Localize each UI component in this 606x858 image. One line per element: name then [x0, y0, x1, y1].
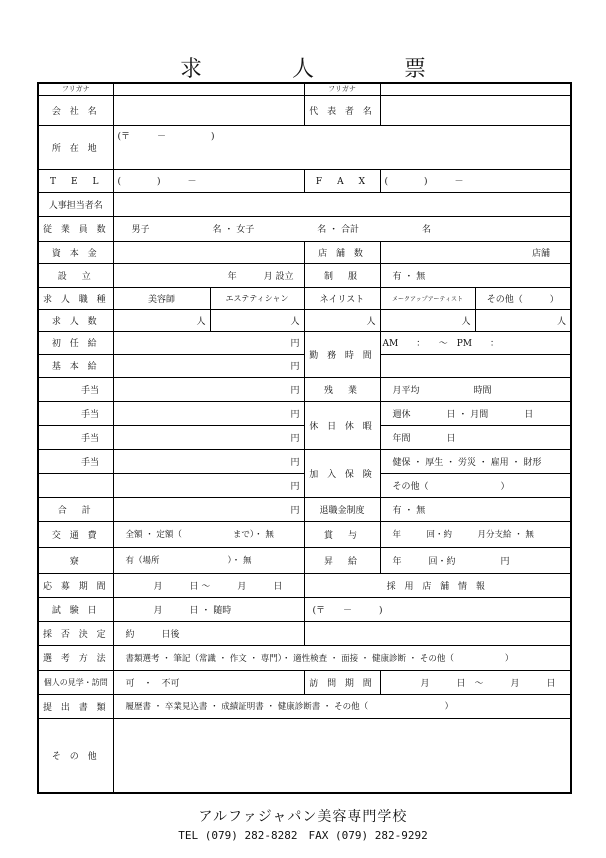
count-nailist[interactable]: 人: [304, 309, 380, 331]
work-hours-label: 勤 務 時 間: [304, 331, 380, 377]
decision-label: 採 否 決 定: [38, 621, 113, 645]
employees-field[interactable]: 男子 名 ・ 女子 名 ・ 合計 名: [113, 216, 571, 241]
period-label: 応 募 期 間: [38, 573, 113, 597]
work-hours-field[interactable]: AM ： 〜 PM ：: [380, 331, 571, 354]
founded-row: [38, 263, 571, 287]
store-info-label: 採 用 店 舗 情 報: [304, 573, 571, 597]
bonus-label: 賞 与: [304, 521, 380, 547]
allowance4-row: [38, 449, 571, 473]
decision-field[interactable]: 約 日後: [113, 621, 304, 645]
method-row: [38, 645, 571, 670]
furigana-row: [38, 83, 571, 95]
rep-furigana-field[interactable]: [380, 83, 571, 95]
uniform-field[interactable]: 有 ・ 無: [380, 263, 571, 287]
allowance2-field[interactable]: 円: [113, 401, 304, 425]
exam-label: 試 験 日: [38, 597, 113, 621]
company-furigana-field[interactable]: [113, 83, 304, 95]
total-row: [38, 497, 571, 521]
insurance-other-field[interactable]: その他（ ）: [380, 473, 571, 497]
base-field[interactable]: 円: [113, 354, 304, 377]
employees-row: [38, 216, 571, 241]
exam-field[interactable]: 月 日 ・ 随時: [113, 597, 304, 621]
tel-label: T E L: [38, 169, 113, 192]
capital-row: [38, 241, 571, 263]
allowance4-label: 手当: [38, 449, 113, 473]
fax-label: F A X: [304, 169, 380, 192]
total-label: 合 計: [38, 497, 113, 521]
store-address-field[interactable]: [304, 621, 571, 645]
holidays-annual-field[interactable]: 年間 日: [380, 425, 571, 449]
stores-label: 店 舗 数: [304, 241, 380, 263]
insurance-label: 加 入 保 険: [304, 449, 380, 497]
total-field[interactable]: 円: [113, 497, 304, 521]
hr-label: 人事担当者名: [38, 192, 113, 216]
rep-furigana-label: フリガナ: [304, 83, 380, 95]
hr-row: [38, 192, 571, 216]
store-postal-field[interactable]: (〒 － ): [304, 597, 571, 621]
dorm-label: 寮: [38, 547, 113, 573]
visit-period-field[interactable]: 月 日 〜 月 日: [380, 670, 571, 694]
allowance1-label: 手当: [38, 377, 113, 401]
overtime-field[interactable]: 月平均 時間: [380, 377, 571, 401]
count-other[interactable]: 人: [475, 309, 571, 331]
holidays-label: 休 日 休 暇: [304, 401, 380, 449]
decision-row: [38, 621, 571, 645]
form-title: 求 人 票: [179, 57, 460, 82]
capital-label: 資 本 金: [38, 241, 113, 263]
fax-field[interactable]: ( ) －: [380, 169, 571, 192]
raise-field[interactable]: 年 回・約 円: [380, 547, 571, 573]
holidays-weekly-field[interactable]: 週休 日 ・ 月間 日: [380, 401, 571, 425]
exam-row: [38, 597, 571, 621]
stores-field[interactable]: 店舗: [380, 241, 571, 263]
tel-field[interactable]: ( ) －: [113, 169, 304, 192]
job-makeup-artist[interactable]: メークアップアーティスト: [380, 287, 475, 309]
base-label: 基 本 給: [38, 354, 113, 377]
representative-field[interactable]: [380, 95, 571, 125]
address-field[interactable]: (〒 － ): [113, 125, 571, 169]
count-makeup[interactable]: 人: [380, 309, 475, 331]
allowance4-field[interactable]: 円: [113, 449, 304, 473]
representative-label: 代 表 者 名: [304, 95, 380, 125]
allowance5-label[interactable]: [38, 473, 113, 497]
overtime-label: 残 業: [304, 377, 380, 401]
bonus-field[interactable]: 年 回・約 月分支給 ・ 無: [380, 521, 571, 547]
starting-row: [38, 331, 571, 354]
transport-label: 交 通 費: [38, 521, 113, 547]
allowance2-row: [38, 401, 571, 425]
count-row: [38, 309, 571, 331]
allowance2-label: 手当: [38, 401, 113, 425]
count-label: 求 人 数: [38, 309, 113, 331]
allowance5-field[interactable]: 円: [113, 473, 304, 497]
dorm-row: [38, 547, 571, 573]
job-offer-form: [37, 82, 572, 794]
retirement-label: 退職金制度: [304, 497, 380, 521]
job-other[interactable]: その他（ ）: [475, 287, 571, 309]
visit-period-label: 訪 問 期 間: [304, 670, 380, 694]
job-nailist[interactable]: ネイリスト: [304, 287, 380, 309]
allowance1-field[interactable]: 円: [113, 377, 304, 401]
docs-label: 提 出 書 類: [38, 694, 113, 718]
dorm-field[interactable]: 有（場所 ）・ 無: [113, 547, 304, 573]
transport-row: [38, 521, 571, 547]
docs-field[interactable]: 履歴書 ・ 卒業見込書 ・ 成績証明書 ・ 健康診断書 ・ その他（ ）: [113, 694, 571, 718]
raise-label: 昇 給: [304, 547, 380, 573]
other-label: そ の 他: [38, 718, 113, 793]
company-field[interactable]: [113, 95, 304, 125]
furigana-label: フリガナ: [38, 83, 113, 95]
other-field[interactable]: [113, 718, 571, 793]
tel-row: [38, 169, 571, 192]
visit-row: [38, 670, 571, 694]
count-esthetician[interactable]: 人: [210, 309, 304, 331]
period-row: [38, 573, 571, 597]
employees-label: 従 業 員 数: [38, 216, 113, 241]
capital-field[interactable]: [113, 241, 304, 263]
company-row: [38, 95, 571, 125]
job-type-row: [38, 287, 571, 309]
founded-field[interactable]: 年 月 設立: [113, 263, 304, 287]
job-esthetician[interactable]: エステティシャン: [210, 287, 304, 309]
insurance-field[interactable]: 健保 ・ 厚生 ・ 労災 ・ 雇用 ・ 財形: [380, 449, 571, 473]
method-field[interactable]: 書類選考 ・ 筆記（常識 ・ 作文 ・ 専門）・ 適性検査 ・ 面接 ・ 健康診断 ・ その他（ ）: [113, 645, 571, 670]
count-hairdresser[interactable]: 人: [113, 309, 210, 331]
retirement-field[interactable]: 有 ・ 無: [380, 497, 571, 521]
visit-field[interactable]: 可 ・ 不可: [113, 670, 304, 694]
starting-label: 初 任 給: [38, 331, 113, 354]
work-hours-extra[interactable]: [380, 354, 571, 377]
transport-field[interactable]: 全額 ・ 定額（ まで）・ 無: [113, 521, 304, 547]
allowance3-label: 手当: [38, 425, 113, 449]
company-label: 会 社 名: [38, 95, 113, 125]
hr-field[interactable]: [113, 192, 571, 216]
other-row: [38, 718, 571, 793]
job-type-label: 求 人 職 種: [38, 287, 113, 309]
school-name: アルファジャパン美容専門学校: [198, 809, 408, 825]
founded-label: 設 立: [38, 263, 113, 287]
school-contact: TEL (079) 282-8282 FAX (079) 282-9292: [178, 829, 428, 842]
docs-row: [38, 694, 571, 718]
uniform-label: 制 服: [304, 263, 380, 287]
visit-label: 個人の見学・訪問: [38, 670, 113, 694]
job-hairdresser[interactable]: 美容師: [113, 287, 210, 309]
method-label: 選 考 方 法: [38, 645, 113, 670]
period-field[interactable]: 月 日 〜 月 日: [113, 573, 304, 597]
allowance1-row: [38, 377, 571, 401]
address-row: [38, 125, 571, 169]
allowance3-field[interactable]: 円: [113, 425, 304, 449]
address-label: 所 在 地: [38, 125, 113, 169]
starting-field[interactable]: 円: [113, 331, 304, 354]
